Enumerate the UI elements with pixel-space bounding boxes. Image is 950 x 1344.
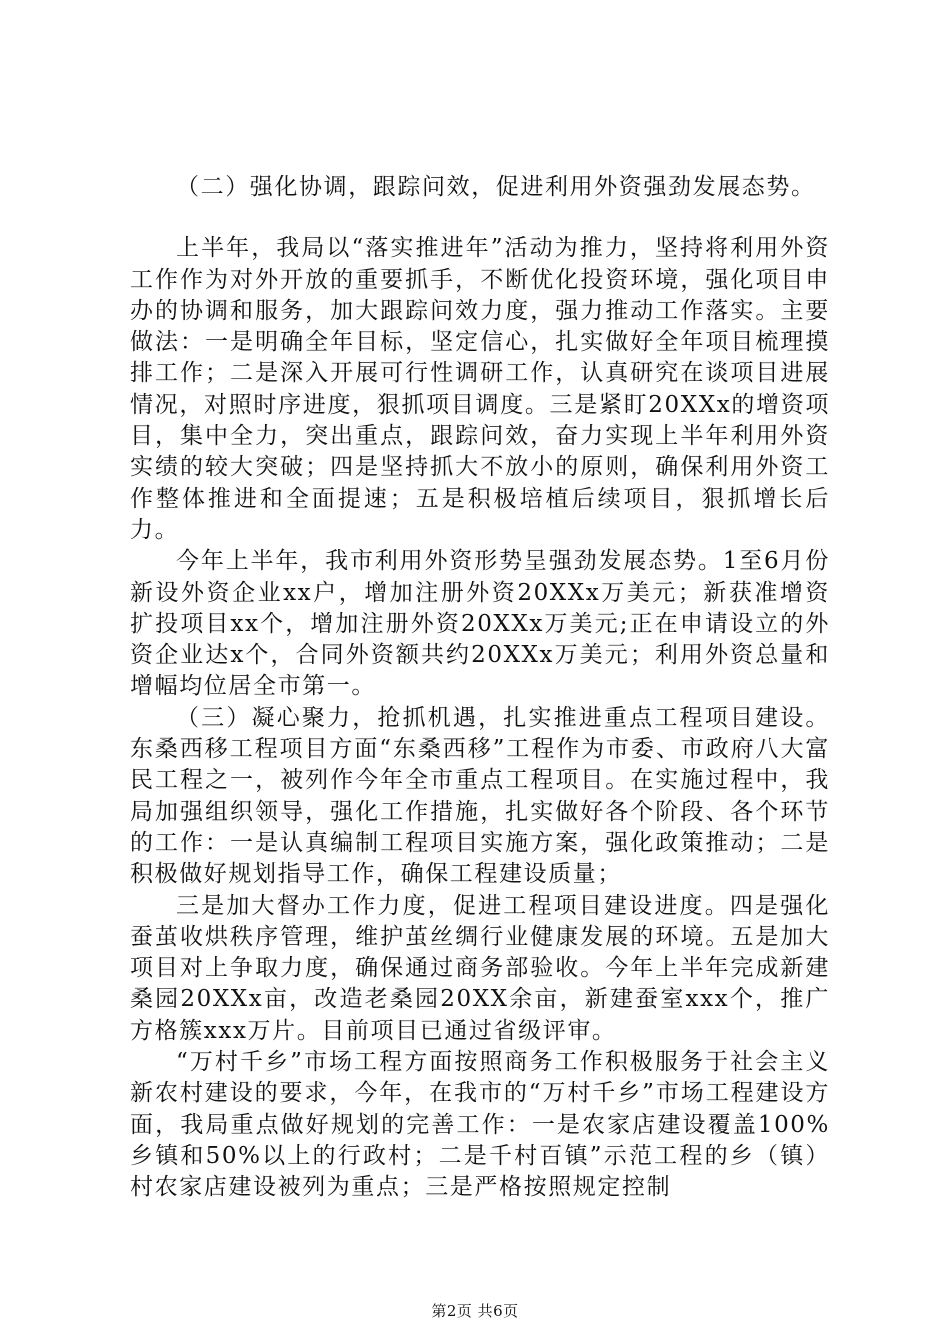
paragraph-foreign-investment-work: 上半年，我局以“落实推进年”活动为推力，坚持将利用外资工作作为对外开放的重要抓手，不断优化投资环境，强化项目申办的协调和服务，加大跟踪问效力度，强力推动工作落实。主要做法：一是明确全年目标，坚定信心，扎实做好全年项目梳理摸排工作；二是深入开展可行性调研工作，认真研究在谈项目进展情况，对照时序进度，狠抓项目调度。三是紧盯20XXx的增资项目，集中全力，突出重点，跟踪问效，奋力实现上半年利用外资实绩的较大突破；四是坚持抓大不放小的原则，确保利用外资工作整体推进和全面提速；五是积极培植后续项目，狠抓增长后力。 (130, 235, 830, 543)
paragraph-foreign-investment-results: 今年上半年，我市利用外资形势呈强劲发展态势。1至6月份新设外资企业xx户，增加注册外资20XXx万美元；新获准增资扩投项目xx个，增加注册外资20XXx万美元;正在申请设立的外资企业达x个，合同外资额共约20XXx万美元；利用外资总量和增幅均位居全市第一。 (130, 548, 830, 700)
section-heading-2: （二）强化协调，跟踪问效，促进利用外资强劲发展态势。 (176, 174, 816, 200)
paragraph-village-market-project: “万村千乡”市场工程方面按照商务工作积极服务于社会主义新农村建设的要求，今年，在我市的“万村千乡”市场工程建设方面，我局重点做好规划的完善工作：一是农家店建设覆盖100%乡镇和50%以上的行政村；二是千村百镇”示范工程的乡（镇）村农家店建设被列为重点；三是严格按照规定控制 (130, 1049, 830, 1201)
document-body (130, 172, 830, 1204)
paragraph-key-projects: （三）凝心聚力，抢抓机遇，扎实推进重点工程项目建设。东桑西移工程项目方面“东桑西移”工程作为市委、市政府八大富民工程之一，被列作今年全市重点工程项目。在实施过程中，我局加强组织领导，强化工作措施，扎实做好各个阶段、各个环节的工作：一是认真编制工程项目实施方案，强化政策推动；二是积极做好规划指导工作，确保工程建设质量； (130, 704, 830, 888)
paragraph-supervision-measures: 三是加大督办工作力度，促进工程项目建设进度。四是强化蚕茧收烘秩序管理，维护茧丝绸行业健康发展的环境。五是加大项目对上争取力度，确保通过商务部验收。今年上半年完成新建桑园20XXx亩，改造老桑园20XX余亩，新建蚕室xxx个，推广方格簇xxx万片。目前项目已通过省级评审。 (130, 892, 830, 1044)
page-number-footer: 第2页 共6页 (431, 1302, 519, 1320)
